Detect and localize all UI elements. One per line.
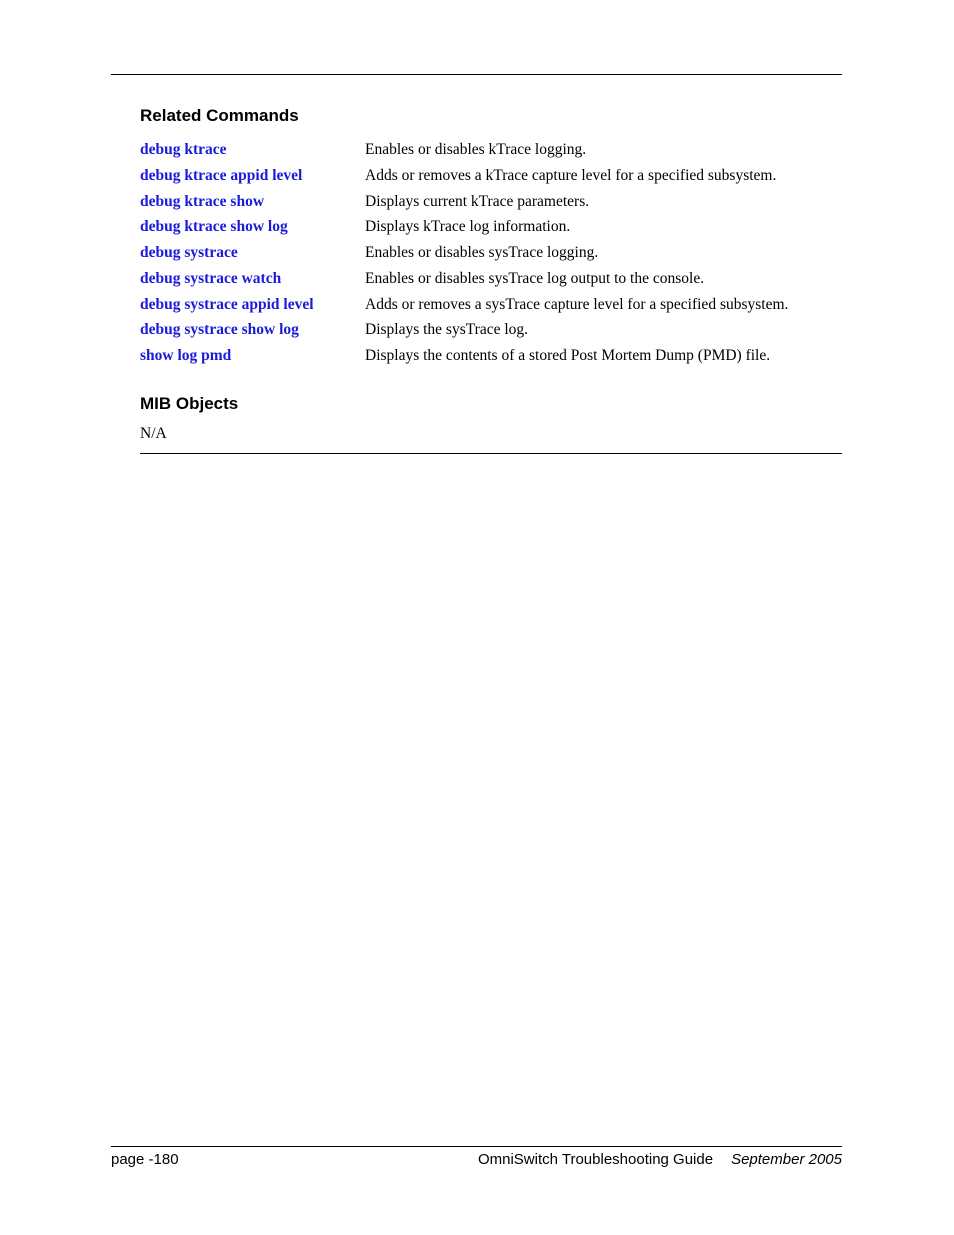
mib-objects-heading: MIB Objects bbox=[140, 394, 239, 413]
header-rule bbox=[111, 74, 842, 75]
guide-title: OmniSwitch Troubleshooting Guide bbox=[477, 1151, 714, 1168]
page-number: page -180 bbox=[111, 1151, 179, 1168]
command-link-debug-systrace[interactable]: debug systrace bbox=[140, 244, 238, 261]
table-row bbox=[140, 167, 842, 193]
command-description: Enables or disables kTrace logging. bbox=[365, 141, 587, 158]
section-end-rule bbox=[140, 453, 842, 454]
command-description: Enables or disables sysTrace logging. bbox=[365, 244, 599, 261]
table-row bbox=[140, 141, 842, 167]
mib-objects-value: N/A bbox=[140, 425, 167, 442]
command-description: Displays the contents of a stored Post Mortem Dump (PMD) file. bbox=[365, 347, 771, 364]
table-row bbox=[140, 218, 842, 244]
footer-info bbox=[478, 1151, 842, 1168]
table-row bbox=[140, 296, 842, 322]
command-link-show-log-pmd[interactable]: show log pmd bbox=[140, 347, 232, 364]
command-description: Displays kTrace log information. bbox=[365, 218, 571, 236]
table-row bbox=[140, 244, 842, 270]
related-commands-table bbox=[140, 141, 842, 373]
command-description: Enables or disables sysTrace log output to the console. bbox=[365, 269, 705, 287]
command-link-debug-ktrace-show[interactable]: debug ktrace show bbox=[140, 192, 265, 210]
command-link-debug-ktrace[interactable]: debug ktrace bbox=[140, 141, 227, 158]
command-link-debug-systrace-show-log[interactable]: debug systrace show log bbox=[140, 321, 299, 339]
command-link-debug-ktrace-appid-level[interactable]: debug ktrace appid level bbox=[140, 166, 303, 184]
command-description: Adds or removes a sysTrace capture level for a specified subsystem. bbox=[365, 295, 789, 313]
table-row bbox=[140, 347, 842, 373]
publication-date: September 2005 bbox=[731, 1151, 842, 1168]
related-commands-heading: Related Commands bbox=[140, 106, 299, 125]
command-description: Adds or removes a kTrace capture level for a specified subsystem. bbox=[365, 166, 777, 184]
table-row bbox=[140, 270, 842, 296]
footer-rule bbox=[111, 1146, 842, 1147]
table-row bbox=[140, 321, 842, 347]
table-row bbox=[140, 193, 842, 219]
command-description: Displays current kTrace parameters. bbox=[365, 192, 590, 210]
command-description: Displays the sysTrace log. bbox=[365, 321, 529, 339]
command-link-debug-systrace-appid-level[interactable]: debug systrace appid level bbox=[140, 295, 314, 313]
command-link-debug-ktrace-show-log[interactable]: debug ktrace show log bbox=[140, 218, 288, 236]
command-link-debug-systrace-watch[interactable]: debug systrace watch bbox=[140, 269, 282, 287]
